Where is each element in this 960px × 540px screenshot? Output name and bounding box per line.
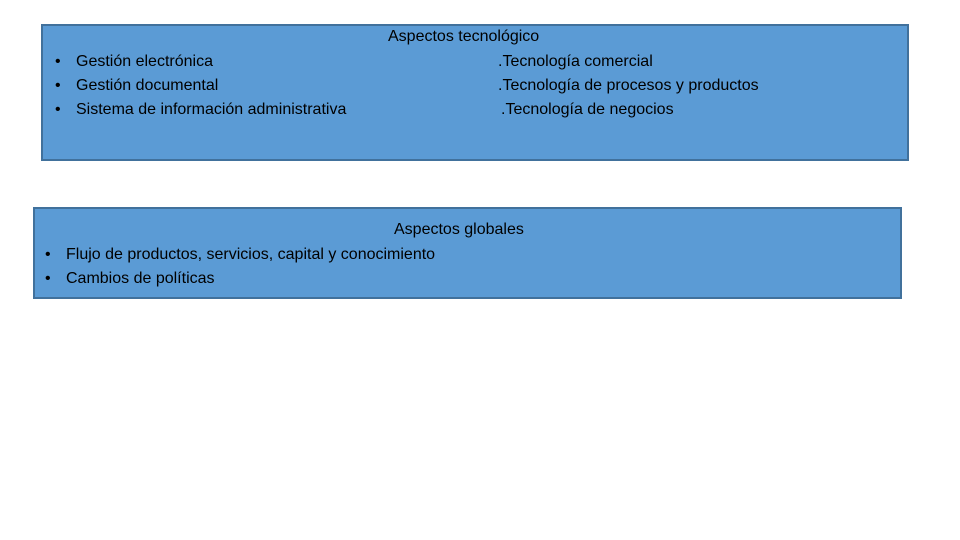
global-aspects-list bbox=[37, 243, 435, 291]
bullet-icon: • bbox=[45, 270, 51, 287]
global-aspects-box bbox=[33, 207, 902, 299]
technology-types-list bbox=[498, 50, 759, 122]
global-aspects-title: Aspectos globales bbox=[394, 221, 524, 238]
list-item bbox=[47, 98, 346, 122]
list-item-text: Gestión documental bbox=[76, 77, 219, 94]
bullet-icon: • bbox=[55, 53, 61, 70]
list-item-text: Sistema de información administrativa bbox=[76, 101, 347, 118]
list-item bbox=[37, 243, 435, 267]
list-item: .Tecnología comercial bbox=[498, 53, 653, 70]
list-item bbox=[37, 267, 435, 291]
technological-management-list bbox=[47, 50, 346, 122]
list-item: .Tecnología de procesos y productos bbox=[498, 77, 759, 94]
list-item bbox=[47, 74, 346, 98]
list-item-text: Flujo de productos, servicios, capital y conocimiento bbox=[66, 246, 436, 263]
bullet-icon: • bbox=[55, 77, 61, 94]
list-item bbox=[47, 50, 346, 74]
list-item: .Tecnología de negocios bbox=[501, 101, 674, 118]
technological-aspects-box bbox=[41, 24, 909, 161]
bullet-icon: • bbox=[45, 246, 51, 263]
bullet-icon: • bbox=[55, 101, 61, 118]
list-item-text: Gestión electrónica bbox=[76, 53, 213, 70]
technological-aspects-title: Aspectos tecnológico bbox=[388, 28, 540, 45]
list-item-text: Cambios de políticas bbox=[66, 270, 215, 287]
